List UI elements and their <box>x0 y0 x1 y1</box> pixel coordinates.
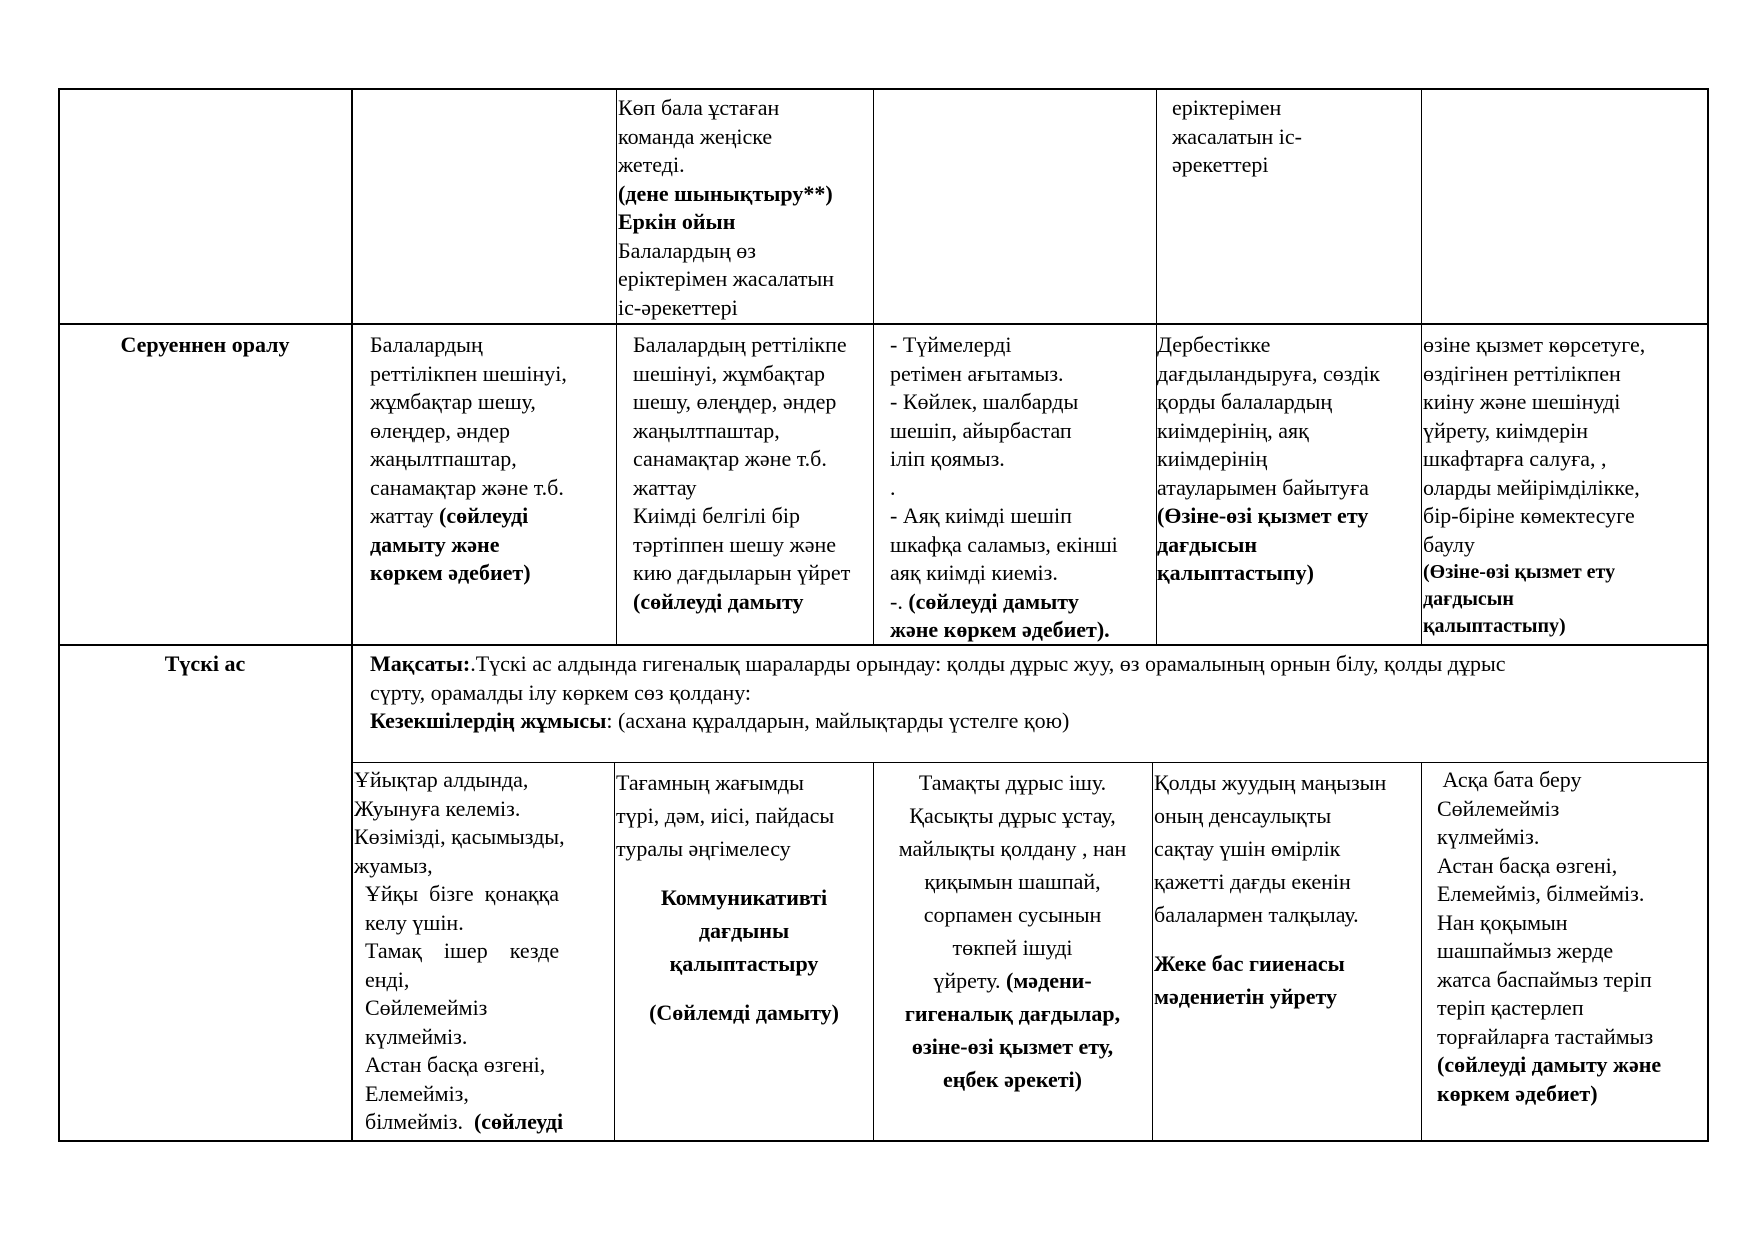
text-line: жатса баспаймыз теріп <box>1437 966 1652 992</box>
text-line: - Аяқ киімді шешіп <box>890 503 1072 528</box>
text-line: ретімен ағытамыз. <box>890 360 1064 386</box>
text-line: шашпаймыз жерде <box>1437 938 1614 963</box>
text-line: жұмбақтар шешу, <box>370 389 536 414</box>
row-divider <box>58 323 1709 325</box>
text-line: киімдерінің <box>1157 446 1268 471</box>
text-line: Қолды жуудың маңызын <box>1154 770 1387 795</box>
text-line: өздігінен реттілікпен <box>1423 360 1621 386</box>
column-divider <box>616 88 617 645</box>
text-line: - Көйлек, шалбарды <box>890 389 1079 414</box>
return-walk-col6-cell <box>1423 331 1706 640</box>
table-bottom-border <box>58 1140 1709 1142</box>
text-line: сорпамен сусынын <box>923 902 1102 927</box>
text-line: жаттау <box>633 474 697 500</box>
lunch-col3-cell <box>616 766 872 1029</box>
text-line: жасалатын іс- <box>1172 123 1303 149</box>
text-line: Сөйлемейміз <box>354 995 488 1020</box>
table-right-border <box>1707 88 1709 1142</box>
table-left-border <box>58 88 60 1142</box>
text-line: Жеке бас гииенасы <box>1154 951 1345 976</box>
row-label-return-walk: Серуеннен оралу <box>120 332 290 357</box>
text-line: дағдыны <box>698 918 790 943</box>
text-line: реттілікпен шешінуі, <box>370 360 567 386</box>
text-line: келу үшін. <box>354 909 464 935</box>
lunch-goal-cell <box>370 650 1706 736</box>
text-line: жаттау (сөйлеуді <box>370 503 529 528</box>
text-line: төкпей ішуді <box>952 935 1073 960</box>
lunch-col4-cell <box>874 766 1151 1096</box>
text-line: Балалардың өз <box>618 237 756 263</box>
text-line: бір-біріне көмектесуге <box>1423 503 1635 528</box>
text-line: (сөйлеуді дамыту және <box>1437 1052 1662 1077</box>
text-line: -. (сөйлеуді дамыту <box>890 588 1079 614</box>
text-line: көркем әдебиет) <box>1437 1080 1598 1106</box>
column-divider <box>351 88 353 1142</box>
text-line: енді, <box>354 966 410 992</box>
text-line: шешінуі, жұмбақтар <box>633 360 826 386</box>
text-line: (сөйлеуді дамыту <box>633 588 804 614</box>
row-label-lunch: Түскі ас <box>164 651 246 676</box>
top-row-col3-cell <box>618 94 872 322</box>
table-top-border <box>58 88 1709 90</box>
text-line: киімдерінің, аяқ <box>1157 417 1309 443</box>
sub-row-divider <box>352 762 1709 763</box>
text-line: (Сөйлемді дамыту) <box>649 1000 839 1025</box>
text-line: қорды балалардың <box>1157 389 1333 414</box>
text-line: және көркем әдебиет). <box>890 617 1110 642</box>
text-line: іс-әрекеттері <box>618 294 738 320</box>
text-line: оларды мейірімділікке, <box>1423 474 1640 500</box>
text-line: аяқ киімді киеміз. <box>890 560 1058 585</box>
column-divider <box>614 762 615 1141</box>
text-line: (дене шынықтыру**) <box>618 180 833 206</box>
duty-label: Кезекшілердің жұмысы <box>370 708 607 733</box>
text-line: Нан қоқымын <box>1437 909 1568 935</box>
text-line: команда жеңіске <box>618 123 773 149</box>
text-line: атауларымен байытуға <box>1157 474 1369 500</box>
text-line: Балалардың реттілікпе <box>633 332 847 357</box>
text-line: сақтау үшін өмірлік <box>1154 836 1341 861</box>
text-line: (Өзіне-өзі қызмет ету <box>1423 561 1616 583</box>
text-line: Тағамның жағымды <box>616 770 804 795</box>
text-line: жаңылтпаштар, <box>633 417 780 443</box>
text-line: шешіп, айырбастап <box>890 417 1072 443</box>
lunch-col2-cell <box>354 766 612 1137</box>
text-line: дағдысын <box>1423 588 1514 610</box>
text-line: торғайларға тастаймыз <box>1437 1023 1654 1049</box>
text-line: Балалардың <box>370 332 483 357</box>
text-line: еріктерімен жасалатын <box>618 266 835 291</box>
text-line: үйрету, киімдерін <box>1423 417 1588 443</box>
text-line: жетеді. <box>618 152 685 177</box>
text-line: білмейміз. (сөйлеуді <box>354 1109 564 1134</box>
return-walk-col5-cell <box>1157 331 1420 588</box>
text-line: Мақсаты:.Түскі ас алдында гигеналық шараларды орындау: қолды дұрыс жуу, өз орамалының орнын білу, қолды дұрыс <box>370 651 1506 676</box>
text-line: Тамақты дұрыс ішу. <box>918 770 1107 795</box>
text-line: Дербестікке <box>1157 332 1271 357</box>
text-line: іліп қоямыз. <box>890 446 1005 471</box>
text-line: күлмейміз. <box>1437 824 1540 849</box>
text-line: Тамақ ішер кезде <box>354 938 560 963</box>
text-line: майлықты қолдану , нан <box>898 836 1127 861</box>
lunch-col6-cell <box>1437 766 1706 1108</box>
lunch-col5-cell <box>1154 766 1420 1013</box>
text-line: Еркін ойын <box>618 209 736 234</box>
spacer <box>616 980 872 996</box>
text-line: сүрту, орамалды ілу көркем сөз қолдану: <box>370 679 752 705</box>
column-divider <box>873 88 874 645</box>
text-line: туралы әңгімелесу <box>616 836 791 861</box>
text-line: Көп бала ұстаған <box>618 95 780 120</box>
text-line: Жуынуға келеміз. <box>354 795 521 821</box>
text-line: балалармен талқылау. <box>1154 902 1359 927</box>
goal-label: Мақсаты: <box>370 651 471 676</box>
text-line: өзіне-өзі қызмет ету, <box>911 1034 1114 1059</box>
text-line: гигеналық дағдылар, <box>904 1001 1121 1026</box>
spacer <box>616 865 872 881</box>
text-line: дамыту және <box>370 531 500 557</box>
text-line: Киімді белгілі бір <box>633 503 800 528</box>
text-line: өзіне қызмет көрсетуге, <box>1423 332 1646 357</box>
text-line: баулу <box>1423 531 1475 557</box>
text-line: тәртіппен шешу және <box>633 531 837 557</box>
text-line: Астан басқа өзгені, <box>354 1052 546 1077</box>
return-walk-col2-cell <box>370 331 614 588</box>
text-line: . <box>890 474 896 500</box>
text-line: - Түймелерді <box>890 332 1012 357</box>
return-walk-col4-cell <box>890 331 1155 645</box>
text-line: шешу, өлеңдер, әндер <box>633 389 837 414</box>
top-row-col5-cell <box>1172 94 1418 180</box>
text-line: үйрету. (мәдени- <box>933 968 1092 993</box>
text-line: оның денсаулықты <box>1154 803 1332 828</box>
text-line: қалыптастыру <box>669 951 819 976</box>
text-line: Елемейміз, білмейміз. <box>1437 881 1645 906</box>
text-line: қалыптастыпу) <box>1423 615 1566 637</box>
text-line: шкафқа саламыз, екінші <box>890 531 1118 557</box>
text-line: Кезекшілердің жұмысы: (асхана құралдарын, майлықтарды үстелге қою) <box>370 708 1070 733</box>
return-walk-col3-cell <box>633 331 872 616</box>
text-line: қажетті дағды екенін <box>1154 869 1351 894</box>
text-line: кию дағдыларын үйрет <box>633 560 851 585</box>
text-line: Көзімізді, қасымызды, <box>354 824 565 849</box>
text-line: санамақтар және т.б. <box>370 474 564 500</box>
text-line: жаңылтпаштар, <box>370 446 517 471</box>
row-divider <box>58 644 1709 646</box>
text-line: қалыптастыпу) <box>1157 560 1314 585</box>
column-divider <box>1421 762 1422 1141</box>
text-line: түрі, дәм, иісі, пайдасы <box>616 803 835 828</box>
text-line: жуамыз, <box>354 852 433 878</box>
text-line: күлмейміз. <box>354 1023 468 1049</box>
text-line: өлеңдер, әндер <box>370 417 510 443</box>
spacer <box>1154 931 1420 947</box>
text-line: Қасықты дұрыс ұстау, <box>909 803 1116 828</box>
text-line: Елемейміз, <box>354 1080 469 1106</box>
text-line: теріп қастерлеп <box>1437 995 1584 1020</box>
text-line: шкафтарға салуға, , <box>1423 446 1607 471</box>
text-line: Асқа бата беру <box>1437 767 1582 792</box>
text-line: еріктерімен <box>1172 95 1282 120</box>
text-line: киіну және шешінуді <box>1423 389 1621 414</box>
column-divider <box>1152 762 1153 1141</box>
text-line: санамақтар және т.б. <box>633 446 827 471</box>
text-line: Астан басқа өзгені, <box>1437 852 1618 878</box>
text-line: дағдысын <box>1157 531 1258 557</box>
text-line: (Өзіне-өзі қызмет ету <box>1157 503 1369 528</box>
text-line: әрекеттері <box>1172 152 1269 177</box>
text-line: еңбек әрекеті) <box>943 1067 1082 1092</box>
text-line: қиқымын шашпай, <box>924 869 1101 894</box>
column-divider <box>1421 88 1422 645</box>
text-line: Ұйықтар алдында, <box>354 767 529 792</box>
text-line: мәдениетін уйрету <box>1154 984 1338 1009</box>
text-line: Сөйлемейміз <box>1437 795 1560 821</box>
text-line: Ұйқы бізге қонаққа <box>354 881 559 906</box>
text-line: дағдыландыруға, сөздік <box>1157 360 1380 386</box>
text-line: Коммуникативті <box>660 885 828 910</box>
text-line: көркем әдебиет) <box>370 560 531 585</box>
